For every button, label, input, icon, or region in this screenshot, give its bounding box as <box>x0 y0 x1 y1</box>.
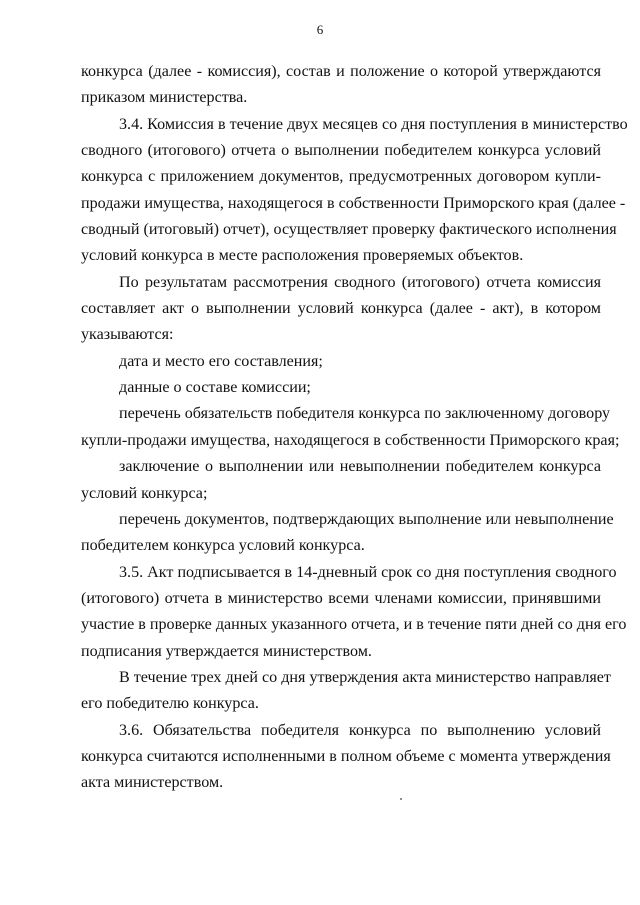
text-line: указываются: <box>81 326 174 344</box>
text-line: победителем конкурса условий конкурса. <box>81 537 365 555</box>
text-line: участие в проверке данных указанного отчета, и в течение пяти дней со дня его <box>81 616 627 634</box>
text-line: купли-продажи имущества, находящегося в собственности Приморского края; <box>81 431 620 449</box>
document-body <box>81 59 628 797</box>
page-number: 6 <box>316 22 324 37</box>
text-line: условий конкурса; <box>81 484 208 502</box>
list-item: перечень обязательств победителя конкурса по заключенному договору <box>119 405 611 423</box>
scan-speck <box>400 798 402 800</box>
clause-3-6-first-line: 3.6. Обязательства победителя конкурса по выполнению условий <box>119 721 601 739</box>
list-item: перечень документов, подтверждающих выполнение или невыполнение <box>119 510 614 528</box>
clause-3-4-first-line: 3.4. Комиссия в течение двух месяцев со дня поступления в министерство <box>119 115 628 133</box>
text-line: конкурса (далее - комиссия), состав и положение о которой утверждаются <box>81 63 601 80</box>
text-line: сводный (итоговый) отчет), осуществляет проверку фактического исполнения <box>81 221 617 239</box>
text-line: конкурса считаются исполненными в полном объеме с момента утверждения <box>81 747 611 765</box>
text-line: его победителю конкурса. <box>81 695 259 713</box>
text-line: составляет акт о выполнении условий конкурса (далее - акт), в котором <box>81 300 601 318</box>
list-item: данные о составе комиссии; <box>119 379 311 397</box>
text-line: продажи имущества, находящегося в собственности Приморского края (далее - <box>81 194 626 212</box>
text-line: акта министерством. <box>81 774 224 792</box>
text-line: условий конкурса в месте расположения проверяемых объектов. <box>81 247 524 265</box>
text-line: подписания утверждается министерством. <box>81 642 372 660</box>
clause-3-5-first-line: 3.5. Акт подписывается в 14-дневный срок со дня поступления сводного <box>119 563 617 581</box>
paragraph-first-line: В течение трех дней со дня утверждения акта министерство направляет <box>119 668 611 686</box>
list-item: заключение о выполнении или невыполнении победителем конкурса <box>119 458 601 476</box>
paragraph-first-line: По результатам рассмотрения сводного (итогового) отчета комиссия <box>119 273 601 291</box>
list-item: дата и место его составления; <box>119 352 323 370</box>
text-line: конкурса с приложением документов, предусмотренных договором купли- <box>81 168 601 186</box>
text-line: сводного (итогового) отчета о выполнении победителем конкурса условий <box>81 142 601 160</box>
text-line: (итогового) отчета в министерство всеми членами комиссии, принявшими <box>81 589 601 607</box>
text-line: приказом министерства. <box>81 89 248 107</box>
